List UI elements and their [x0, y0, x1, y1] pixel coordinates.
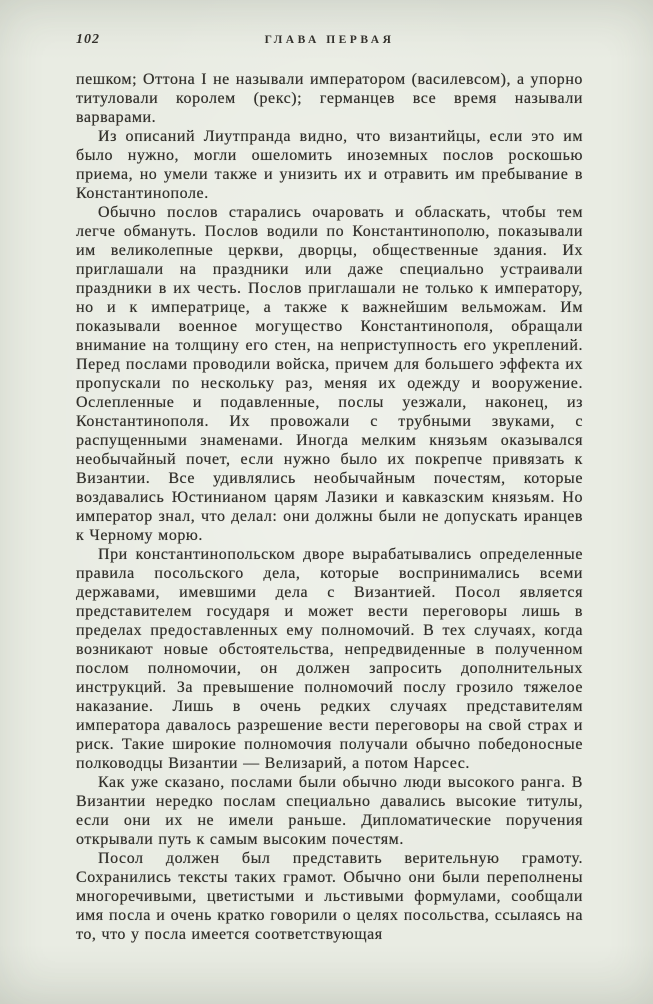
- paragraph-4: При константинопольском дворе вырабатывались определенные правила посольского дела, которые воспринимались всеми державами, имевшими дела с Византией. Посол является представителем государя и может вести переговоры лишь в пределах предоставленных ему полномочий. В тех случаях, когда возникают новые обстоятельства, непредвиденные в полученном послом полномочии, он должен запросить дополнительных инструкций. За превышение полномочий послу грозило тяжелое наказание. Лишь в очень редких случаях представителям императора давалось разрешение вести переговоры на свой страх и риск. Такие широкие полномочия получали обычно победоносные полководцы Византии — Велизарий, а потом Нарсес.: [76, 546, 583, 772]
- paragraph-1-continued: пешком; Оттона I не называли императором (василевсом), а упорно титуловали королем (рекс); германцев все время называли варварами.: [76, 71, 583, 126]
- page-number: 102: [76, 32, 100, 47]
- paragraph-6: Посол должен был представить верительную грамоту. Сохранились тексты таких грамот. Обычно они были переполнены многоречивыми, цветистыми и льстивыми формулами, сообщали имя посла и очень кратко говорили о целях посольства, ссылаясь на то, что у посла имеется соответствующая: [76, 850, 583, 943]
- paragraph-5: Как уже сказано, послами были обычно люди высокого ранга. В Византии нередко послам специально давались высокие титулы, если они их не имели раньше. Дипломатические поручения открывали путь к самым высоким почестям.: [76, 774, 583, 848]
- chapter-running-title: ГЛАВА ПЕРВАЯ: [264, 34, 395, 46]
- paragraph-2: Из описаний Лиутпранда видно, что византийцы, если это им было нужно, могли ошеломить иноземных послов роскошью приема, но умели также и унизить их и отравить им пребывание в Константинополе.: [76, 128, 583, 202]
- body-text: [76, 70, 583, 944]
- paragraph-3: Обычно послов старались очаровать и обласкать, чтобы тем легче обмануть. Послов водили по Константинополю, показывали им великолепные церкви, дворцы, общественные здания. Их приглашали на праздники или даже специально устраивали праздники в их честь. Послов приглашали не только к императору, но и к императрице, а также к важнейшим вельможам. Им показывали военное могущество Константинополя, обращали внимание на толщину его стен, на неприступность его укреплений. Перед послами проводили войска, причем для большего эффекта их пропускали по нескольку раз, меняя их одежду и вооружение. Ослепленные и подавленные, послы уезжали, наконец, из Константинополя. Их провожали с трубными звуками, с распущенными знаменами. Иногда мелким князьям оказывался необычайный почет, если нужно было их покрепче привязать к Византии. Все удивлялись необычайным почестям, которые воздавались Юстинианом царям Лазики и кавказским князьям. Но император знал, что делал: они должны были не допускать иранцев к Черному морю.: [76, 204, 583, 544]
- running-head: [76, 32, 583, 48]
